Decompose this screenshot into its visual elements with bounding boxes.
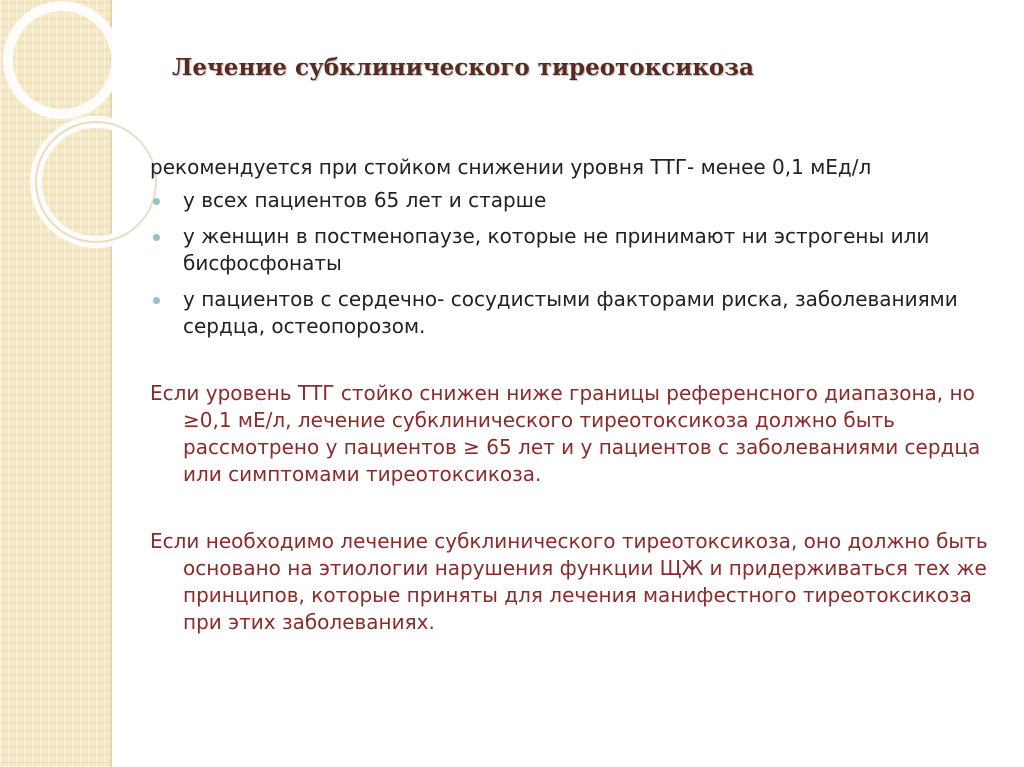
intro-text: рекомендуется при стойком снижении уровня ТТГ- менее 0,1 мЕд/л (150, 155, 872, 179)
bullet-list (150, 187, 1000, 340)
decorative-ring-bottom-shade (36, 122, 156, 242)
bullet-item (150, 187, 1000, 214)
bullet-item (150, 286, 1000, 340)
decorative-ring-top (8, 6, 116, 114)
slide-content (150, 154, 1000, 636)
page-title: Лечение субклинического тиреотоксикоза (172, 54, 754, 81)
bullet-text: у женщин в постменопаузе, которые не принимают ни эстрогены или бисфосфонаты (183, 224, 930, 275)
recommendation-paragraph: Если уровень ТТГ стойко снижен ниже границы референсного диапазона, но ≥0,1 мЕ/л, лечение субклинического тиреотоксикоза должно быть рассмотрено у пациентов ≥ 65 лет и у пациентов с заболеваниями сердца или симптомами тиреотоксикоза. (150, 381, 981, 486)
bullet-dot-icon (153, 198, 160, 205)
treatment-principle-paragraph: Если необходимо лечение субклинического тиреотоксикоза, оно должно быть основано на этиологии нарушения функции ЩЖ и придерживаться тех же принципов, которые приняты для лечения манифестного тиреотоксикоза при этих заболеваниях. (150, 529, 988, 634)
bullet-dot-icon (153, 297, 160, 304)
bullet-text: у всех пациентов 65 лет и старше (183, 188, 547, 212)
bullet-item (150, 223, 1000, 277)
bullet-dot-icon (153, 234, 160, 241)
bullet-text: у пациентов с сердечно- сосудистыми факторами риска, заболеваниями сердца, остеопорозом. (183, 287, 958, 338)
